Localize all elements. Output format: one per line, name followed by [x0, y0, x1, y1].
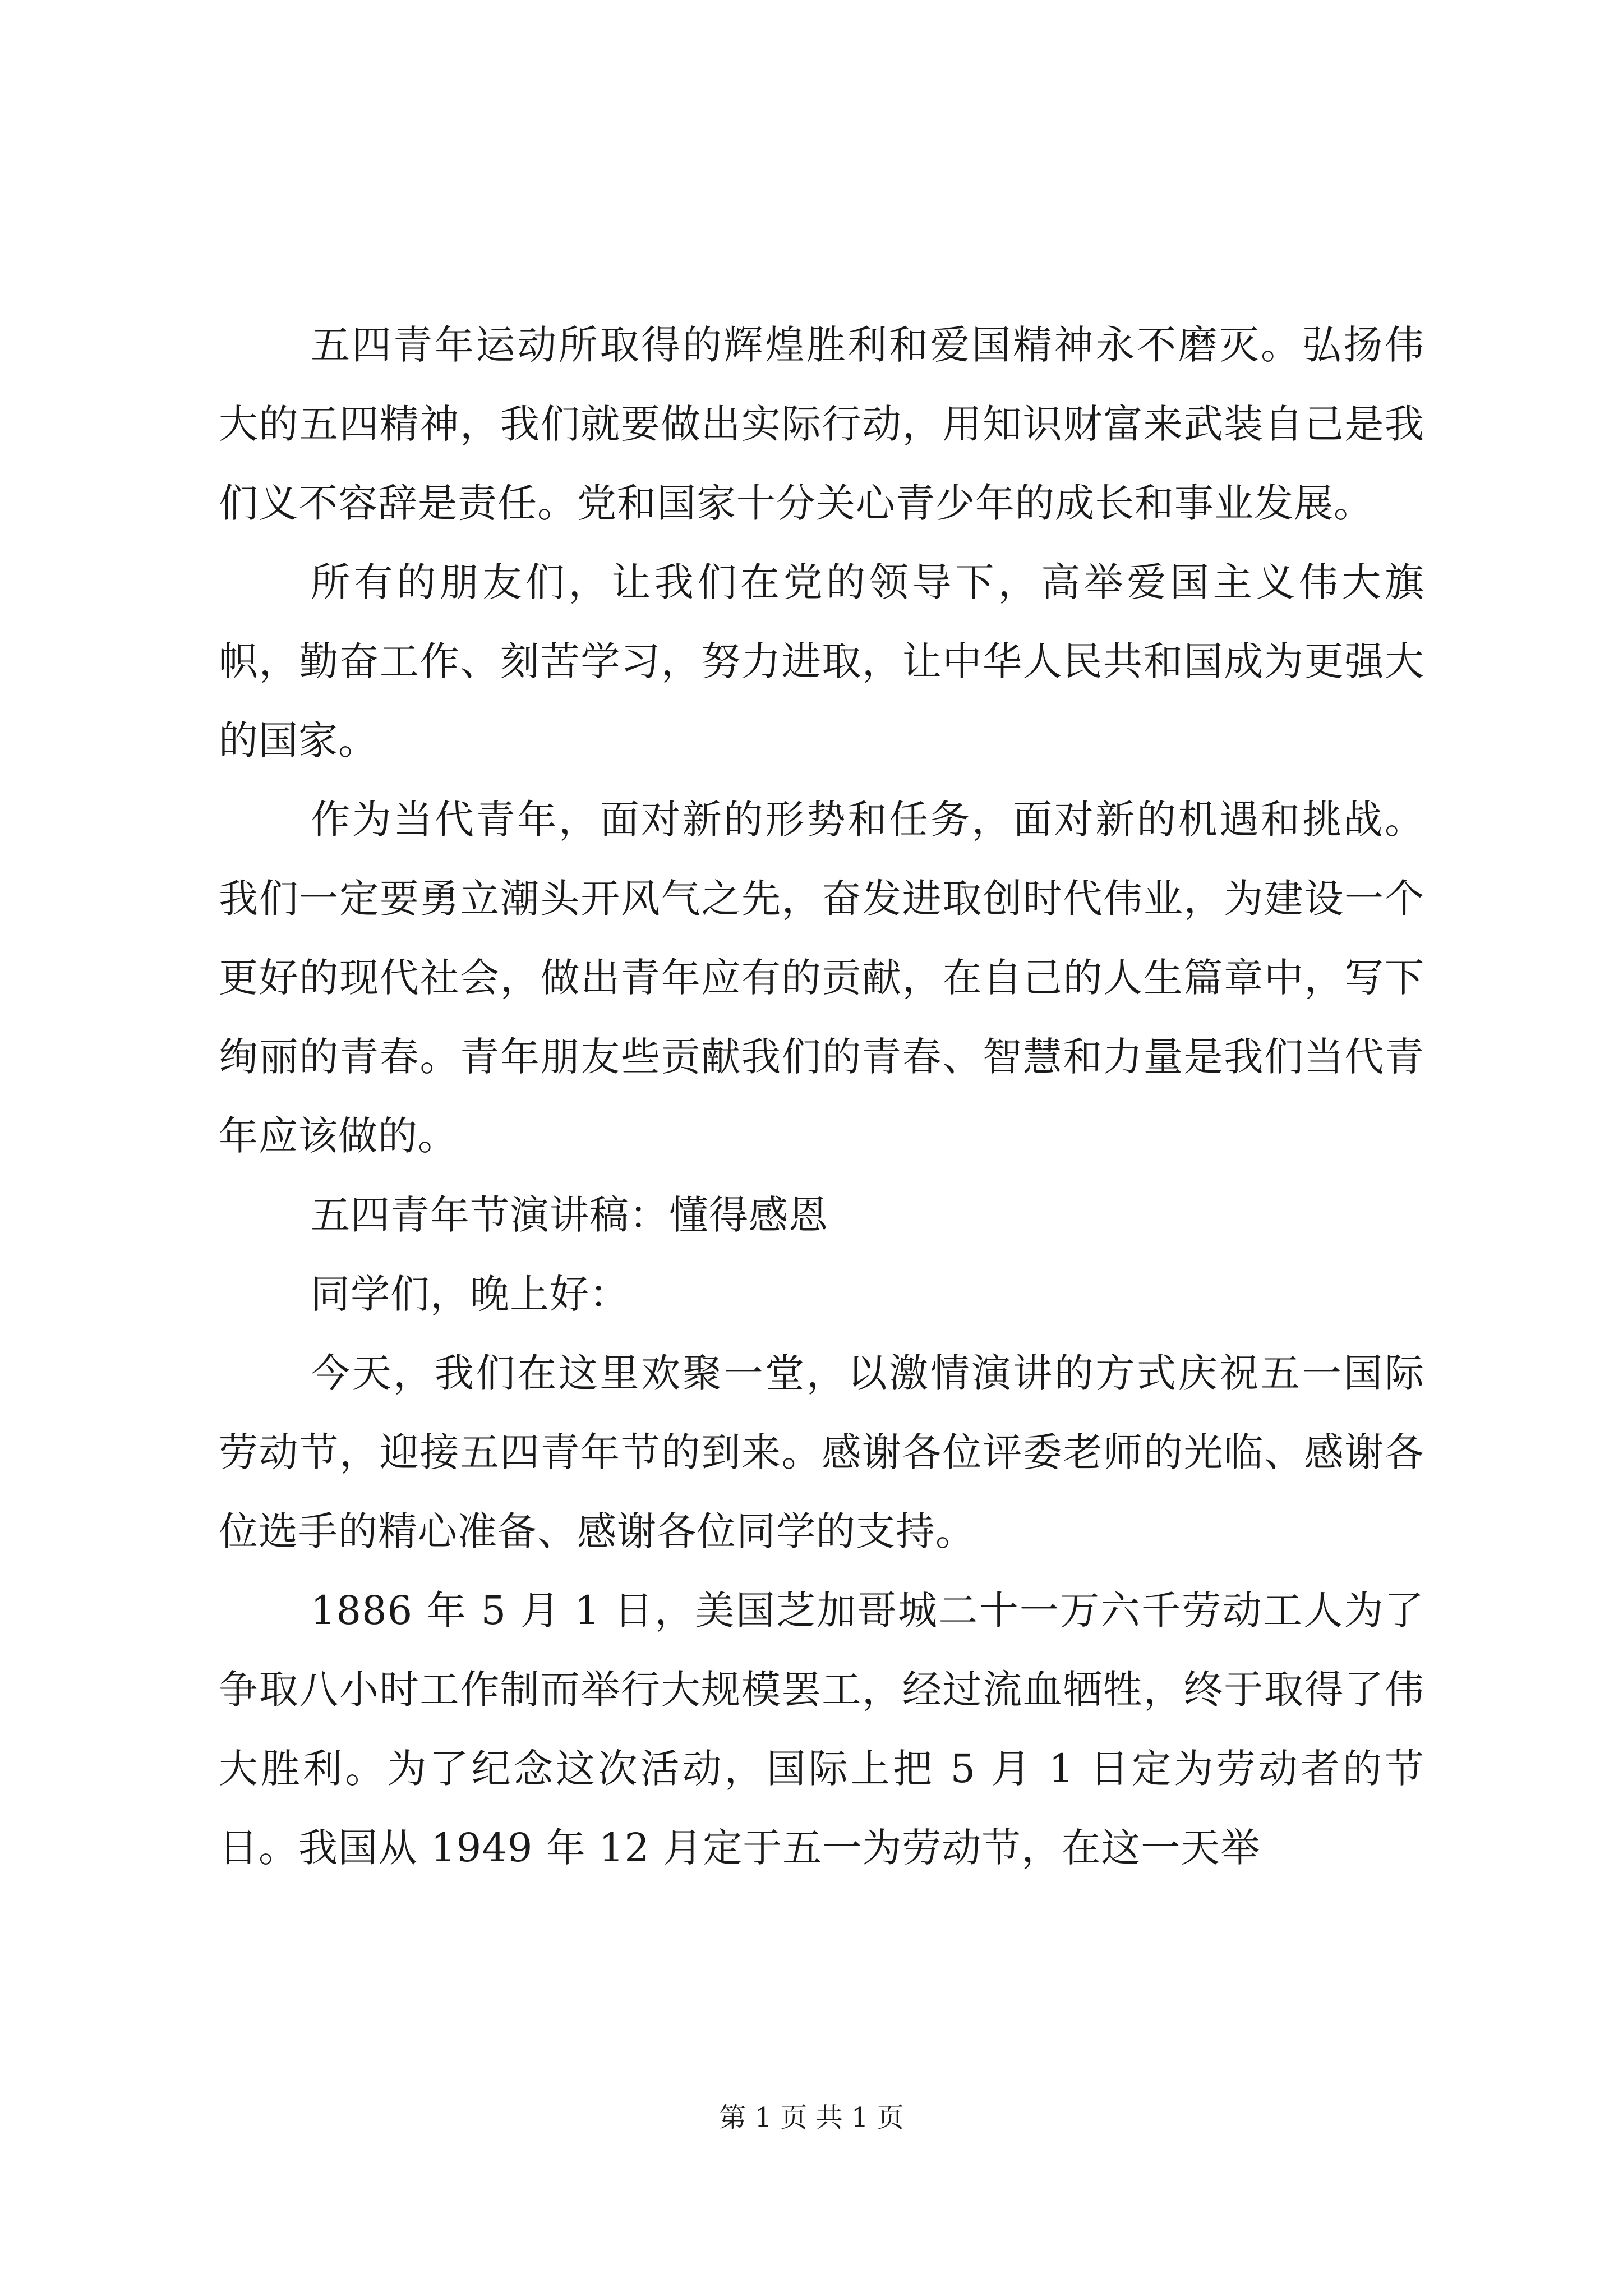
- section-heading: 五四青年节演讲稿：懂得感恩: [311, 1192, 828, 1238]
- page-footer: [0, 2101, 1623, 2134]
- paragraph: 今天，我们在这里欢聚一堂，以激情演讲的方式庆祝五一国际劳动节，迎接五四青年节的到来。感谢各位评委老师的光临、感谢各位选手的精心准备、感谢各位同学的支持。: [219, 1350, 1424, 1554]
- paragraph: 所有的朋友们，让我们在党的领导下，高举爱国主义伟大旗帜，勤奋工作、刻苦学习，努力进取，让中华人民共和国成为更强大的国家。: [219, 559, 1424, 763]
- salutation: 同学们，晚上好：: [311, 1271, 629, 1317]
- paragraph: 1886 年 5 月 1 日，美国芝加哥城二十一万六千劳动工人为了争取八小时工作制而举行大规模罢工，经过流血牺牲，终于取得了伟大胜利。为了纪念这次活动，国际上把 5 月 1 日定为劳动者的节日。我国从 1949 年 12 月定于五一为劳动节，在这一天举: [219, 1588, 1424, 1871]
- page-number-label: 第 1 页 共 1 页: [719, 2102, 904, 2133]
- document-body: [219, 306, 1424, 1888]
- paragraph: 五四青年运动所取得的辉煌胜利和爱国精神永不磨灭。弘扬伟大的五四精神，我们就要做出实际行动，用知识财富来武装自己是我们义不容辞是责任。党和国家十分关心青少年的成长和事业发展。: [219, 322, 1424, 526]
- paragraph: 作为当代青年，面对新的形势和任务，面对新的机遇和挑战。我们一定要勇立潮头开风气之先，奋发进取创时代伟业，为建设一个更好的现代社会，做出青年应有的贡献，在自己的人生篇章中，写下绚丽的青春。青年朋友些贡献我们的青春、智慧和力量是我们当代青年应该做的。: [219, 797, 1424, 1159]
